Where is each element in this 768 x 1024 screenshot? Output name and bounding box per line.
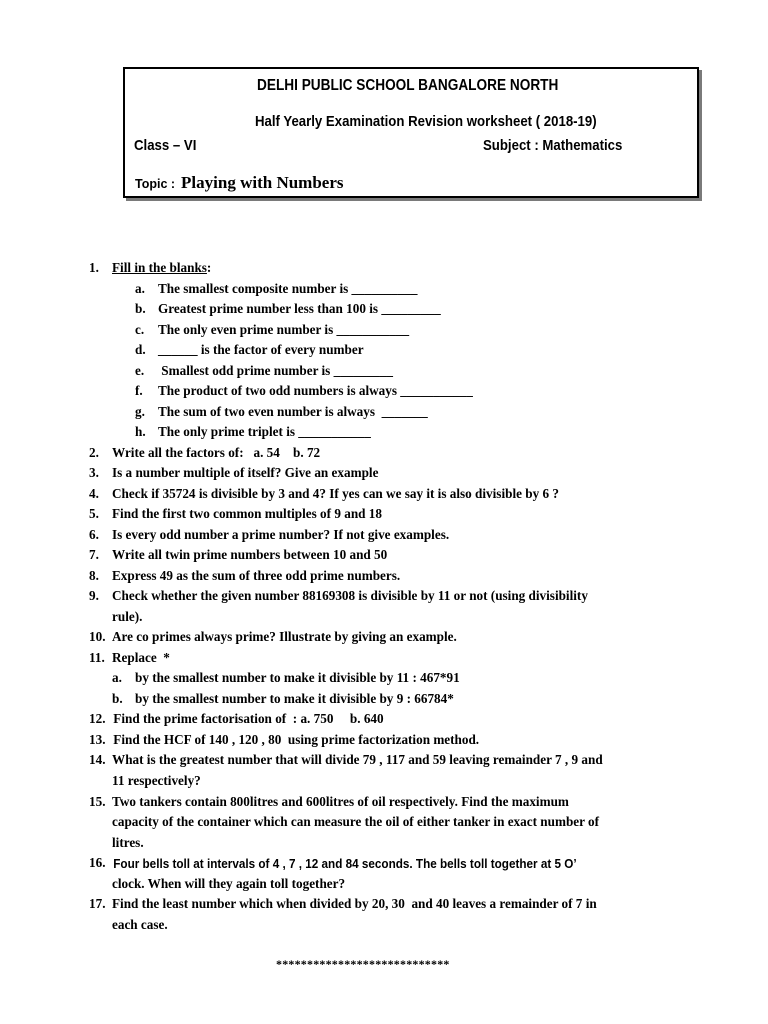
footer-stars: **************************** bbox=[276, 957, 450, 971]
topic-value: Playing with Numbers bbox=[181, 173, 344, 192]
class-label: Class – VI bbox=[134, 137, 197, 154]
question-number: 1. bbox=[89, 260, 99, 275]
subject-label: Subject : Mathematics bbox=[483, 137, 623, 154]
school-name: DELHI PUBLIC SCHOOL BANGALORE NORTH bbox=[257, 77, 559, 94]
topic-label: Topic : bbox=[135, 177, 176, 191]
worksheet-title: Half Yearly Examination Revision worksheet ( 2018-19) bbox=[255, 113, 597, 130]
question-title: Fill in the blanks: bbox=[112, 260, 212, 275]
header-box bbox=[123, 67, 699, 198]
topic-line bbox=[135, 173, 344, 193]
